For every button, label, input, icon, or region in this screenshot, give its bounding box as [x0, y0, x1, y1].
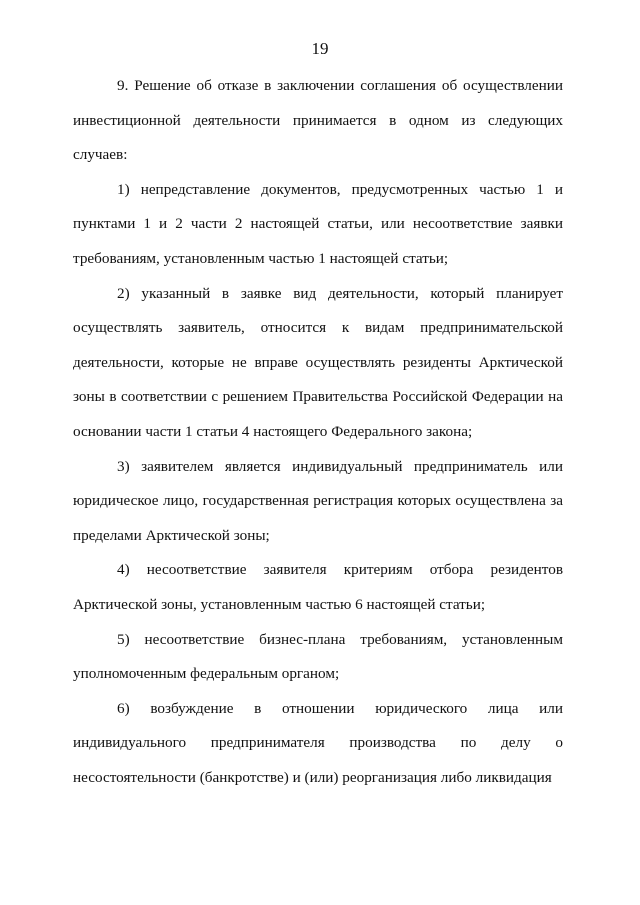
paragraph-item-3: 3) заявителем является индивидуальный предприниматель или юридическое лицо, государственная регистрация которых осуществлена за пределами Арктической зоны;: [73, 457, 563, 544]
document-body: [73, 69, 563, 795]
paragraph-item-1: 1) непредставление документов, предусмотренных частью 1 и пунктами 1 и 2 части 2 настоящей статьи, или несоответствие заявки требованиям, установленным частью 1 настоящей статьи;: [73, 180, 563, 267]
paragraph-item-5: 5) несоответствие бизнес-плана требованиям, установленным уполномоченным федеральным органом;: [73, 630, 563, 683]
paragraph-item-6: 6) возбуждение в отношении юридического лица или индивидуального предпринимателя производства по делу о несостоятельности (банкротстве) и (или) реорганизация либо ликвидация: [73, 699, 563, 786]
paragraph-9: 9. Решение об отказе в заключении соглашения об осуществлении инвестиционной деятельности принимается в одном из следующих случаев:: [73, 77, 563, 164]
page-number: 19: [311, 39, 329, 58]
paragraph-item-2: 2) указанный в заявке вид деятельности, который планирует осуществлять заявитель, относится к видам предпринимательской деятельности, которые не вправе осуществлять резиденты Арктической зоны в соответствии с решением Правительства Российской Федерации на основании части 1 статьи 4 настоящего Федерального закона;: [73, 284, 563, 440]
paragraph-item-4: 4) несоответствие заявителя критериям отбора резидентов Арктической зоны, установленным частью 6 настоящей статьи;: [73, 561, 563, 613]
